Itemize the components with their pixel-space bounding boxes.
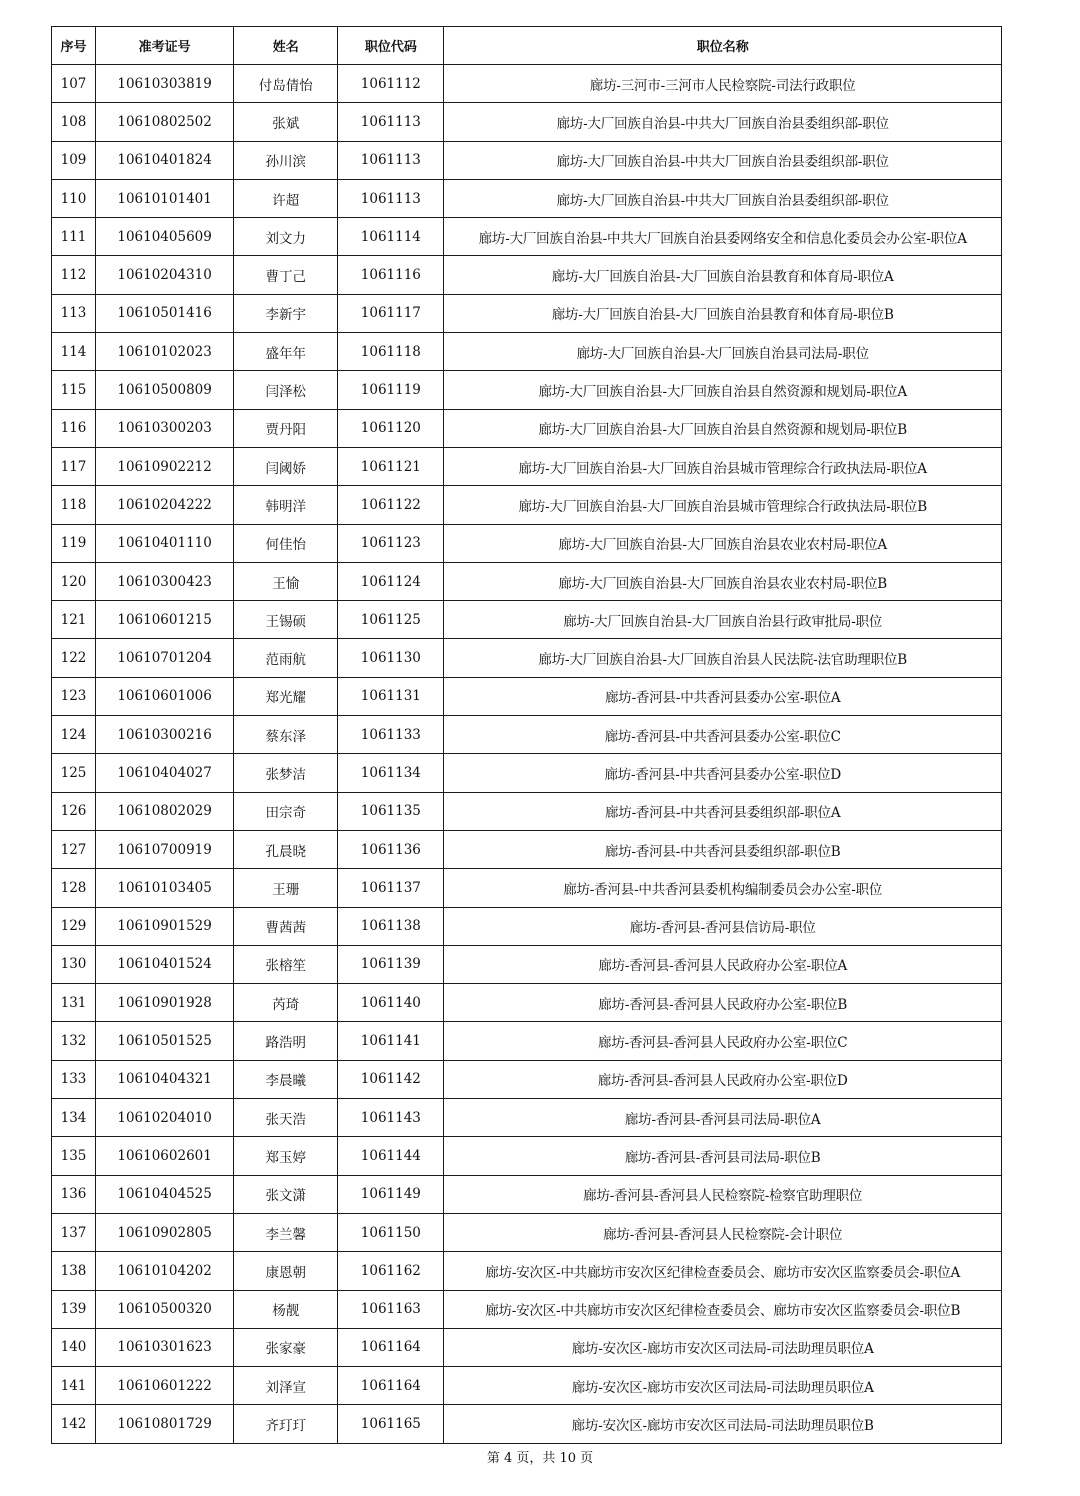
cell-name: 李兰馨 xyxy=(234,1213,338,1251)
table-row xyxy=(52,371,1002,409)
cell-name: 闫阈娇 xyxy=(234,447,338,485)
table-row xyxy=(52,1252,1002,1290)
cell-seq: 121 xyxy=(52,601,96,639)
cell-exam-id: 10610501525 xyxy=(96,1022,234,1060)
header-name: 姓名 xyxy=(234,27,338,65)
cell-position-code: 1061113 xyxy=(338,179,444,217)
cell-position-code: 1061133 xyxy=(338,716,444,754)
results-table xyxy=(51,26,1002,1444)
cell-position-code: 1061140 xyxy=(338,984,444,1022)
cell-name: 曹丁己 xyxy=(234,256,338,294)
cell-exam-id: 10610300203 xyxy=(96,409,234,447)
cell-name: 盛年年 xyxy=(234,333,338,371)
cell-seq: 122 xyxy=(52,639,96,677)
table-row xyxy=(52,1022,1002,1060)
cell-exam-id: 10610204222 xyxy=(96,486,234,524)
cell-position-name: 廊坊-香河县-香河县人民政府办公室-职位D xyxy=(444,1060,1002,1098)
cell-name: 郑光耀 xyxy=(234,677,338,715)
cell-exam-id: 10610404027 xyxy=(96,754,234,792)
cell-position-code: 1061117 xyxy=(338,294,444,332)
table-row xyxy=(52,524,1002,562)
table-row xyxy=(52,1405,1002,1443)
cell-seq: 138 xyxy=(52,1252,96,1290)
cell-position-name: 廊坊-三河市-三河市人民检察院-司法行政职位 xyxy=(444,65,1002,103)
cell-position-name: 廊坊-香河县-中共香河县委组织部-职位B xyxy=(444,830,1002,868)
table-row xyxy=(52,677,1002,715)
cell-seq: 113 xyxy=(52,294,96,332)
cell-exam-id: 10610700919 xyxy=(96,830,234,868)
cell-exam-id: 10610901529 xyxy=(96,907,234,945)
cell-position-code: 1061122 xyxy=(338,486,444,524)
table-row xyxy=(52,179,1002,217)
table-row xyxy=(52,562,1002,600)
cell-seq: 127 xyxy=(52,830,96,868)
cell-position-name: 廊坊-大厂回族自治县-中共大厂回族自治县委网络安全和信息化委员会办公室-职位A xyxy=(444,218,1002,256)
cell-name: 孔晨晓 xyxy=(234,830,338,868)
cell-exam-id: 10610501416 xyxy=(96,294,234,332)
cell-position-name: 廊坊-大厂回族自治县-大厂回族自治县人民法院-法官助理职位B xyxy=(444,639,1002,677)
cell-seq: 141 xyxy=(52,1367,96,1405)
table-row xyxy=(52,1367,1002,1405)
table-row xyxy=(52,716,1002,754)
cell-name: 康恩朝 xyxy=(234,1252,338,1290)
cell-seq: 120 xyxy=(52,562,96,600)
cell-position-name: 廊坊-香河县-中共香河县委办公室-职位A xyxy=(444,677,1002,715)
cell-exam-id: 10610101401 xyxy=(96,179,234,217)
cell-position-name: 廊坊-大厂回族自治县-大厂回族自治县农业农村局-职位B xyxy=(444,562,1002,600)
table-row xyxy=(52,1213,1002,1251)
cell-position-name: 廊坊-香河县-香河县人民检察院-会计职位 xyxy=(444,1213,1002,1251)
cell-position-name: 廊坊-大厂回族自治县-大厂回族自治县城市管理综合行政执法局-职位B xyxy=(444,486,1002,524)
table-row xyxy=(52,869,1002,907)
cell-position-name: 廊坊-香河县-中共香河县委办公室-职位C xyxy=(444,716,1002,754)
cell-exam-id: 10610300423 xyxy=(96,562,234,600)
cell-position-code: 1061149 xyxy=(338,1175,444,1213)
cell-seq: 109 xyxy=(52,141,96,179)
table-row xyxy=(52,333,1002,371)
table-row xyxy=(52,1099,1002,1137)
cell-exam-id: 10610103405 xyxy=(96,869,234,907)
table-row xyxy=(52,830,1002,868)
cell-position-name: 廊坊-香河县-香河县司法局-职位A xyxy=(444,1099,1002,1137)
page-footer: 第 4 页，共 10 页 xyxy=(486,1451,594,1466)
cell-exam-id: 10610902805 xyxy=(96,1213,234,1251)
cell-seq: 111 xyxy=(52,218,96,256)
cell-position-name: 廊坊-大厂回族自治县-大厂回族自治县教育和体育局-职位A xyxy=(444,256,1002,294)
cell-seq: 119 xyxy=(52,524,96,562)
cell-position-code: 1061113 xyxy=(338,103,444,141)
cell-seq: 139 xyxy=(52,1290,96,1328)
cell-seq: 130 xyxy=(52,945,96,983)
cell-exam-id: 10610301623 xyxy=(96,1328,234,1366)
table-row xyxy=(52,984,1002,1022)
cell-position-name: 廊坊-安次区-中共廊坊市安次区纪律检查委员会、廊坊市安次区监察委员会-职位A xyxy=(444,1252,1002,1290)
cell-position-name: 廊坊-安次区-廊坊市安次区司法局-司法助理员职位A xyxy=(444,1367,1002,1405)
cell-name: 刘文力 xyxy=(234,218,338,256)
cell-position-name: 廊坊-香河县-香河县人民政府办公室-职位C xyxy=(444,1022,1002,1060)
cell-position-code: 1061134 xyxy=(338,754,444,792)
cell-position-name: 廊坊-大厂回族自治县-大厂回族自治县农业农村局-职位A xyxy=(444,524,1002,562)
cell-exam-id: 10610602601 xyxy=(96,1137,234,1175)
header-position-name: 职位名称 xyxy=(444,27,1002,65)
cell-position-code: 1061130 xyxy=(338,639,444,677)
cell-name: 路浩明 xyxy=(234,1022,338,1060)
table-row xyxy=(52,294,1002,332)
cell-seq: 118 xyxy=(52,486,96,524)
cell-exam-id: 10610404525 xyxy=(96,1175,234,1213)
table-row xyxy=(52,639,1002,677)
cell-name: 李晨曦 xyxy=(234,1060,338,1098)
cell-position-name: 廊坊-大厂回族自治县-大厂回族自治县自然资源和规划局-职位B xyxy=(444,409,1002,447)
cell-position-code: 1061136 xyxy=(338,830,444,868)
cell-position-code: 1061124 xyxy=(338,562,444,600)
table-row xyxy=(52,103,1002,141)
cell-position-name: 廊坊-香河县-香河县司法局-职位B xyxy=(444,1137,1002,1175)
cell-position-name: 廊坊-安次区-中共廊坊市安次区纪律检查委员会、廊坊市安次区监察委员会-职位B xyxy=(444,1290,1002,1328)
table-row xyxy=(52,218,1002,256)
cell-name: 张家豪 xyxy=(234,1328,338,1366)
cell-exam-id: 10610303819 xyxy=(96,65,234,103)
cell-position-name: 廊坊-大厂回族自治县-大厂回族自治县司法局-职位 xyxy=(444,333,1002,371)
cell-seq: 125 xyxy=(52,754,96,792)
cell-seq: 124 xyxy=(52,716,96,754)
cell-exam-id: 10610401824 xyxy=(96,141,234,179)
cell-name: 李新宇 xyxy=(234,294,338,332)
cell-name: 刘泽宣 xyxy=(234,1367,338,1405)
header-exam-id: 准考证号 xyxy=(96,27,234,65)
cell-name: 郑玉婷 xyxy=(234,1137,338,1175)
cell-position-name: 廊坊-大厂回族自治县-中共大厂回族自治县委组织部-职位 xyxy=(444,141,1002,179)
cell-name: 韩明洋 xyxy=(234,486,338,524)
cell-name: 张梦洁 xyxy=(234,754,338,792)
table-body xyxy=(52,65,1002,1444)
cell-exam-id: 10610601215 xyxy=(96,601,234,639)
cell-position-code: 1061162 xyxy=(338,1252,444,1290)
cell-position-name: 廊坊-香河县-中共香河县委办公室-职位D xyxy=(444,754,1002,792)
cell-position-code: 1061163 xyxy=(338,1290,444,1328)
table-row xyxy=(52,945,1002,983)
cell-position-name: 廊坊-香河县-香河县人民检察院-检察官助理职位 xyxy=(444,1175,1002,1213)
cell-seq: 133 xyxy=(52,1060,96,1098)
cell-position-code: 1061139 xyxy=(338,945,444,983)
cell-exam-id: 10610601006 xyxy=(96,677,234,715)
header-position-code: 职位代码 xyxy=(338,27,444,65)
cell-position-code: 1061141 xyxy=(338,1022,444,1060)
cell-name: 张榕笙 xyxy=(234,945,338,983)
cell-exam-id: 10610500320 xyxy=(96,1290,234,1328)
cell-exam-id: 10610802029 xyxy=(96,792,234,830)
cell-seq: 128 xyxy=(52,869,96,907)
cell-position-name: 廊坊-香河县-香河县信访局-职位 xyxy=(444,907,1002,945)
table-row xyxy=(52,907,1002,945)
cell-position-code: 1061165 xyxy=(338,1405,444,1443)
table-header-row xyxy=(52,27,1002,65)
cell-position-code: 1061143 xyxy=(338,1099,444,1137)
cell-seq: 116 xyxy=(52,409,96,447)
table-row xyxy=(52,792,1002,830)
cell-seq: 134 xyxy=(52,1099,96,1137)
table-row xyxy=(52,1137,1002,1175)
cell-position-code: 1061164 xyxy=(338,1367,444,1405)
cell-position-code: 1061118 xyxy=(338,333,444,371)
cell-seq: 117 xyxy=(52,447,96,485)
cell-position-code: 1061121 xyxy=(338,447,444,485)
cell-position-code: 1061150 xyxy=(338,1213,444,1251)
cell-position-name: 廊坊-香河县-中共香河县委机构编制委员会办公室-职位 xyxy=(444,869,1002,907)
cell-position-code: 1061142 xyxy=(338,1060,444,1098)
cell-exam-id: 10610404321 xyxy=(96,1060,234,1098)
cell-exam-id: 10610405609 xyxy=(96,218,234,256)
cell-name: 付岛倩怡 xyxy=(234,65,338,103)
cell-seq: 112 xyxy=(52,256,96,294)
cell-name: 何佳怡 xyxy=(234,524,338,562)
cell-position-code: 1061114 xyxy=(338,218,444,256)
cell-seq: 135 xyxy=(52,1137,96,1175)
cell-name: 芮琦 xyxy=(234,984,338,1022)
cell-position-name: 廊坊-大厂回族自治县-大厂回族自治县行政审批局-职位 xyxy=(444,601,1002,639)
cell-name: 蔡东泽 xyxy=(234,716,338,754)
table-row xyxy=(52,409,1002,447)
cell-exam-id: 10610701204 xyxy=(96,639,234,677)
cell-position-code: 1061119 xyxy=(338,371,444,409)
cell-position-code: 1061138 xyxy=(338,907,444,945)
cell-seq: 107 xyxy=(52,65,96,103)
cell-name: 王锡硕 xyxy=(234,601,338,639)
cell-exam-id: 10610801729 xyxy=(96,1405,234,1443)
cell-seq: 142 xyxy=(52,1405,96,1443)
table-row xyxy=(52,141,1002,179)
table-row xyxy=(52,1175,1002,1213)
cell-name: 范雨航 xyxy=(234,639,338,677)
cell-position-code: 1061116 xyxy=(338,256,444,294)
cell-position-code: 1061164 xyxy=(338,1328,444,1366)
cell-seq: 136 xyxy=(52,1175,96,1213)
cell-seq: 115 xyxy=(52,371,96,409)
cell-position-name: 廊坊-大厂回族自治县-大厂回族自治县自然资源和规划局-职位A xyxy=(444,371,1002,409)
cell-position-name: 廊坊-安次区-廊坊市安次区司法局-司法助理员职位B xyxy=(444,1405,1002,1443)
cell-name: 张文潇 xyxy=(234,1175,338,1213)
cell-position-name: 廊坊-香河县-香河县人民政府办公室-职位A xyxy=(444,945,1002,983)
table-row xyxy=(52,601,1002,639)
cell-seq: 110 xyxy=(52,179,96,217)
cell-position-name: 廊坊-香河县-中共香河县委组织部-职位A xyxy=(444,792,1002,830)
cell-position-code: 1061120 xyxy=(338,409,444,447)
header-seq: 序号 xyxy=(52,27,96,65)
table-row xyxy=(52,447,1002,485)
cell-exam-id: 10610601222 xyxy=(96,1367,234,1405)
cell-seq: 137 xyxy=(52,1213,96,1251)
cell-position-code: 1061137 xyxy=(338,869,444,907)
table-row xyxy=(52,65,1002,103)
cell-exam-id: 10610401524 xyxy=(96,945,234,983)
cell-name: 张天浩 xyxy=(234,1099,338,1137)
cell-position-code: 1061125 xyxy=(338,601,444,639)
cell-position-code: 1061113 xyxy=(338,141,444,179)
table-row xyxy=(52,1290,1002,1328)
cell-position-code: 1061112 xyxy=(338,65,444,103)
cell-name: 贾丹阳 xyxy=(234,409,338,447)
cell-name: 张斌 xyxy=(234,103,338,141)
cell-exam-id: 10610901928 xyxy=(96,984,234,1022)
cell-seq: 140 xyxy=(52,1328,96,1366)
cell-exam-id: 10610104202 xyxy=(96,1252,234,1290)
table-row xyxy=(52,256,1002,294)
table-row xyxy=(52,486,1002,524)
cell-position-name: 廊坊-安次区-廊坊市安次区司法局-司法助理员职位A xyxy=(444,1328,1002,1366)
cell-name: 田宗奇 xyxy=(234,792,338,830)
cell-position-code: 1061123 xyxy=(338,524,444,562)
cell-name: 王珊 xyxy=(234,869,338,907)
cell-seq: 114 xyxy=(52,333,96,371)
cell-seq: 108 xyxy=(52,103,96,141)
cell-seq: 132 xyxy=(52,1022,96,1060)
cell-name: 齐玎玎 xyxy=(234,1405,338,1443)
cell-position-name: 廊坊-香河县-香河县人民政府办公室-职位B xyxy=(444,984,1002,1022)
table-row xyxy=(52,1328,1002,1366)
table-row xyxy=(52,1060,1002,1098)
cell-exam-id: 10610401110 xyxy=(96,524,234,562)
cell-exam-id: 10610902212 xyxy=(96,447,234,485)
cell-position-code: 1061131 xyxy=(338,677,444,715)
cell-seq: 129 xyxy=(52,907,96,945)
cell-name: 曹茜茜 xyxy=(234,907,338,945)
cell-exam-id: 10610500809 xyxy=(96,371,234,409)
cell-exam-id: 10610802502 xyxy=(96,103,234,141)
cell-name: 孙川滨 xyxy=(234,141,338,179)
cell-exam-id: 10610102023 xyxy=(96,333,234,371)
cell-position-name: 廊坊-大厂回族自治县-中共大厂回族自治县委组织部-职位 xyxy=(444,179,1002,217)
cell-seq: 131 xyxy=(52,984,96,1022)
cell-seq: 123 xyxy=(52,677,96,715)
cell-exam-id: 10610300216 xyxy=(96,716,234,754)
cell-name: 闫泽松 xyxy=(234,371,338,409)
cell-position-name: 廊坊-大厂回族自治县-大厂回族自治县城市管理综合行政执法局-职位A xyxy=(444,447,1002,485)
cell-exam-id: 10610204010 xyxy=(96,1099,234,1137)
cell-position-name: 廊坊-大厂回族自治县-大厂回族自治县教育和体育局-职位B xyxy=(444,294,1002,332)
table-row xyxy=(52,754,1002,792)
cell-position-code: 1061144 xyxy=(338,1137,444,1175)
cell-name: 许超 xyxy=(234,179,338,217)
cell-name: 王愉 xyxy=(234,562,338,600)
cell-seq: 126 xyxy=(52,792,96,830)
cell-name: 杨靓 xyxy=(234,1290,338,1328)
cell-position-code: 1061135 xyxy=(338,792,444,830)
cell-position-name: 廊坊-大厂回族自治县-中共大厂回族自治县委组织部-职位 xyxy=(444,103,1002,141)
cell-exam-id: 10610204310 xyxy=(96,256,234,294)
